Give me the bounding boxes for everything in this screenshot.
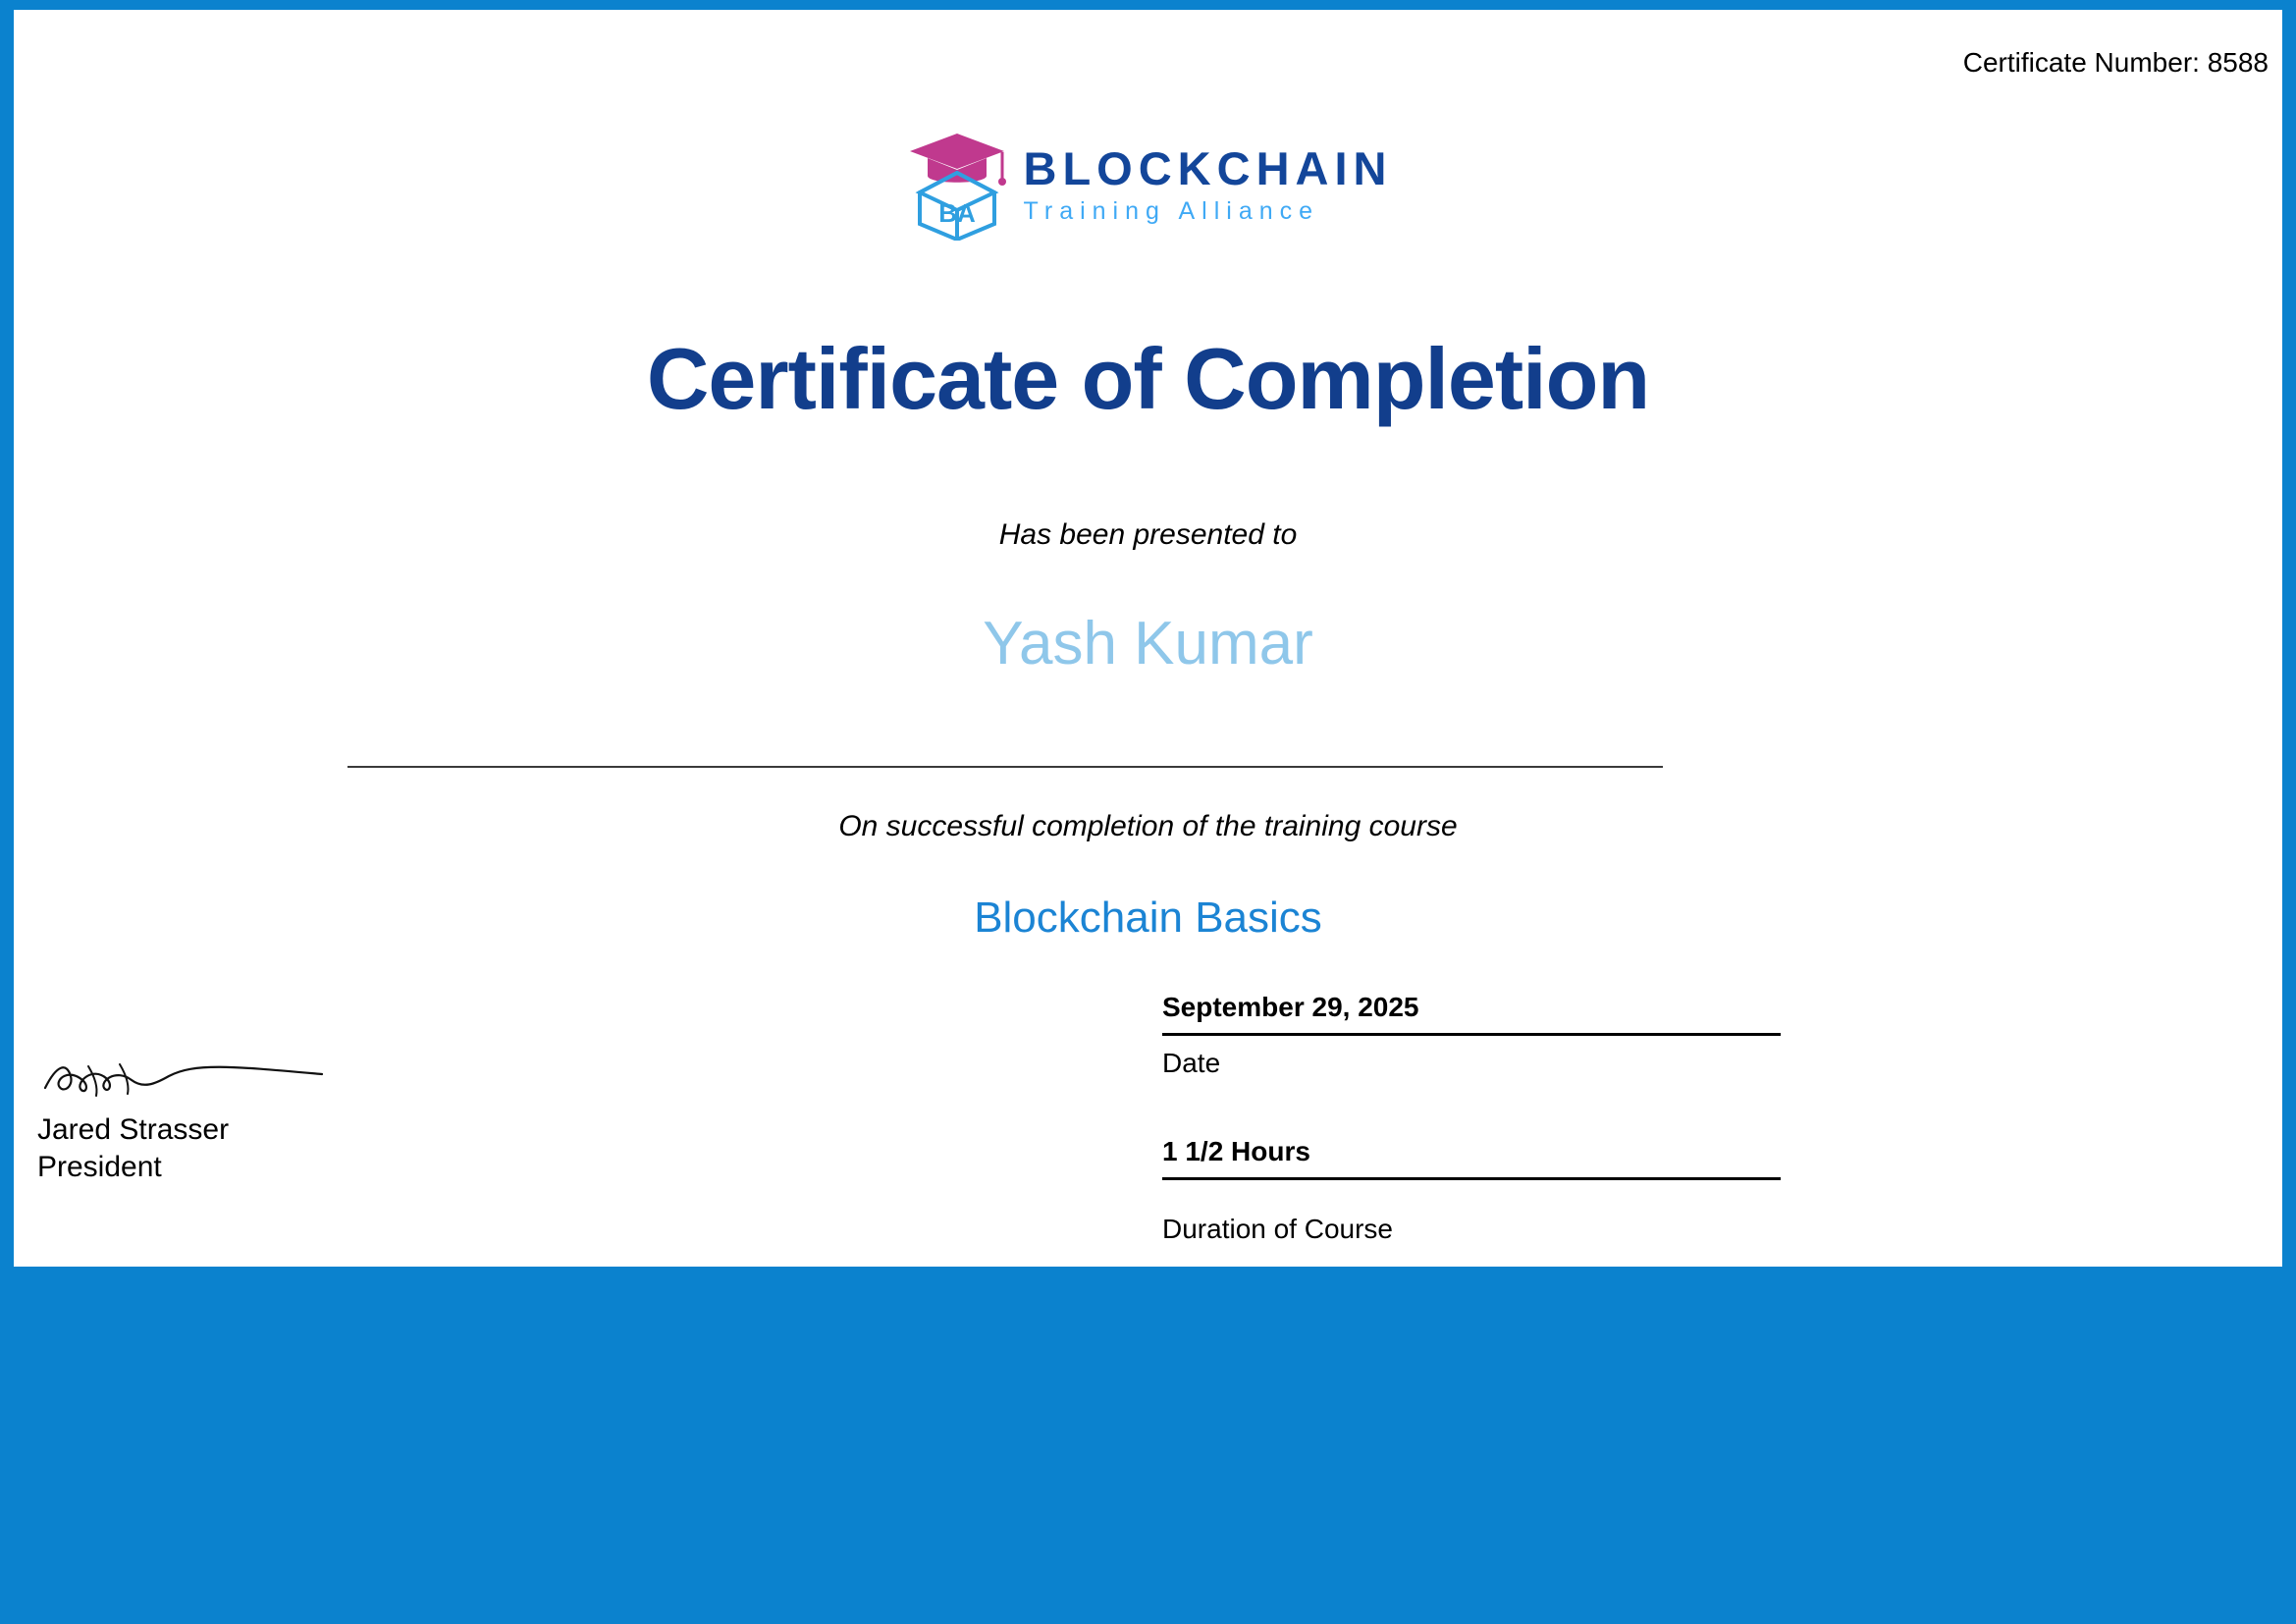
completion-text: On successful completion of the training course <box>838 810 1458 842</box>
logo-subtitle: Training Alliance <box>1023 196 1320 225</box>
graduation-cap-cube-icon <box>904 128 1010 241</box>
date-field <box>1162 992 1781 1079</box>
duration-field <box>1162 1136 1781 1245</box>
presented-to-text: Has been presented to <box>998 518 1298 551</box>
course-name: Blockchain Basics <box>974 893 1322 942</box>
certificate-number: Certificate Number: 8588 <box>1962 47 2269 78</box>
logo-title: BLOCKCHAIN <box>1023 141 1393 194</box>
date-value: September 29, 2025 <box>1162 992 1781 1036</box>
signature-block <box>37 1051 450 1184</box>
brand-logo <box>14 128 2282 241</box>
recipient-name: Yash Kumar <box>983 610 1313 677</box>
duration-value: 1 1/2 Hours <box>1162 1136 1781 1180</box>
svg-text:BA: BA <box>937 198 976 228</box>
certificate-card <box>14 10 2282 1267</box>
certificate-fields <box>1162 992 1781 1245</box>
page-title: Certificate of Completion <box>646 330 1650 427</box>
divider <box>347 766 1663 768</box>
duration-label: Duration of Course <box>1162 1214 1394 1244</box>
signatory-name: Jared Strasser <box>37 1113 230 1146</box>
signatory-role: President <box>37 1151 162 1183</box>
date-label: Date <box>1162 1048 1221 1078</box>
signature-icon <box>37 1051 332 1110</box>
